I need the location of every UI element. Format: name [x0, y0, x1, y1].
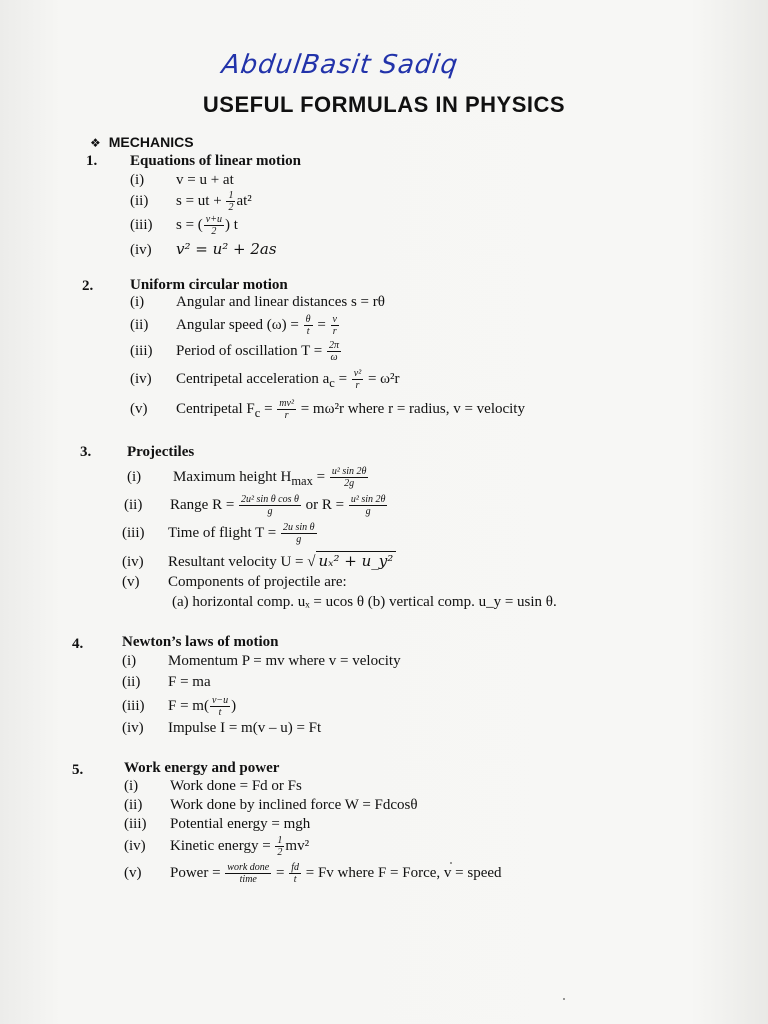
numerator: 1: [277, 835, 283, 846]
roman-numeral: (i): [127, 468, 142, 485]
denominator: t: [218, 707, 222, 718]
formula-row: [130, 294, 385, 311]
formula-text: Time of flight T =: [168, 524, 280, 541]
denominator: time: [239, 874, 257, 885]
numerator: 2π: [328, 340, 339, 351]
fraction: [204, 214, 224, 237]
formula-text: Power =: [170, 864, 225, 881]
roman-numeral: (ii): [130, 316, 149, 333]
formula-text: s = (: [176, 216, 203, 233]
numerator: 2u sin θ: [282, 522, 315, 533]
diamond-bullet-icon: ❖: [90, 136, 101, 150]
fraction: [327, 340, 341, 363]
formula-text: =: [334, 370, 351, 387]
formula-row: [122, 552, 396, 571]
roman-numeral: (i): [124, 778, 139, 794]
formula-text: Momentum P = mv where v = velocity: [168, 653, 401, 669]
roman-numeral: (v): [122, 574, 140, 590]
formula-text: Kinetic energy =: [170, 837, 275, 854]
fraction: [226, 190, 235, 213]
item-heading: Equations of linear motion: [130, 153, 301, 169]
formula-text: Potential energy = mgh: [170, 816, 311, 832]
fraction: [352, 368, 363, 391]
item-number: 5.: [72, 762, 84, 778]
numerator: u² sin 2θ: [331, 466, 367, 477]
denominator: 2: [228, 202, 234, 213]
formula-text: = ω²r: [364, 370, 400, 387]
subscript: c: [329, 375, 335, 390]
numerator: v−u: [211, 695, 229, 706]
formula-text: ) t: [224, 216, 238, 233]
denominator: 2: [277, 847, 283, 858]
formula-text: =: [272, 864, 289, 881]
fraction: [330, 466, 369, 489]
roman-numeral: (iv): [130, 242, 152, 258]
formula-row: [124, 835, 309, 858]
formula-row: [172, 594, 557, 611]
handwritten-signature: AbdulBasit Sadiq: [219, 50, 461, 80]
formula-row: [130, 172, 234, 189]
denominator: ω: [330, 352, 338, 363]
item-number: 3.: [80, 444, 92, 460]
item-number: 1.: [86, 153, 98, 169]
formula-text: ): [231, 697, 237, 714]
roman-numeral: (ii): [122, 674, 141, 690]
roman-numeral: (iv): [122, 720, 144, 736]
subscript: c: [254, 405, 261, 420]
item-heading: Projectiles: [127, 444, 195, 460]
numerator: 1: [228, 190, 234, 201]
roman-numeral: (ii): [130, 192, 149, 209]
formula-row: [124, 494, 388, 517]
fraction: [281, 522, 317, 545]
formula-text: v² = u² + 2as: [176, 240, 277, 258]
formula-text: Resultant velocity U = √: [168, 554, 316, 570]
fraction: [331, 314, 339, 337]
fraction: [277, 398, 296, 421]
formula-row: [122, 522, 318, 545]
roman-numeral: (iii): [130, 342, 153, 359]
numerator: 2u² sin θ cos θ: [241, 494, 299, 505]
roman-numeral: (iv): [124, 837, 146, 854]
item-heading: Newton’s laws of motion: [122, 634, 279, 650]
formula-text: F = ma: [168, 674, 211, 690]
formula-row: [122, 720, 321, 737]
formula-row: [130, 340, 342, 363]
formula-text: F = m(: [168, 697, 209, 714]
formula-text: Centripetal F: [176, 400, 255, 417]
formula-text: Components of projectile are:: [168, 574, 347, 590]
denominator: g: [267, 506, 273, 517]
formula-text: Work done = Fd or Fs: [170, 778, 302, 794]
roman-numeral: (i): [122, 653, 137, 669]
formula-row: [122, 695, 236, 718]
formula-text: mv²: [285, 837, 310, 854]
formula-row: [124, 797, 418, 814]
formula-row: [127, 466, 369, 489]
roman-numeral: (i): [130, 172, 145, 188]
formula-text: =: [260, 400, 277, 417]
formula-text: v = u + at: [176, 172, 234, 188]
formula-row: [130, 368, 400, 391]
denominator: r: [332, 326, 337, 337]
fraction: [225, 862, 271, 885]
formula-text: Angular speed (ω) =: [176, 316, 303, 333]
formula-row: [122, 674, 211, 691]
page-title: USEFUL FORMULAS IN PHYSICS: [202, 92, 566, 117]
item-number: 4.: [72, 636, 84, 652]
fraction: [275, 835, 284, 858]
formula-text: Centripetal acceleration a: [176, 370, 330, 387]
item-number: 2.: [82, 278, 94, 294]
formula-row: [130, 398, 525, 421]
denominator: t: [293, 874, 297, 885]
numerator: v²: [353, 368, 362, 379]
formula-text: Impulse I = m(v – u) = Ft: [168, 720, 322, 736]
formula-row: [124, 862, 502, 885]
denominator: t: [306, 326, 310, 337]
fraction: [304, 314, 313, 337]
speck: [450, 862, 452, 864]
formula-text: Period of oscillation T =: [176, 342, 326, 359]
denominator: 2: [211, 226, 217, 237]
numerator: u² sin 2θ: [350, 494, 386, 505]
item-heading: Uniform circular motion: [130, 277, 288, 293]
roman-numeral: (iii): [122, 697, 145, 714]
roman-numeral: (v): [124, 864, 142, 881]
item-heading: Work energy and power: [124, 760, 280, 776]
subscript: max: [291, 473, 313, 488]
speck: [563, 998, 565, 1000]
formula-row: [124, 816, 310, 833]
formula-text: at²: [236, 192, 252, 209]
numerator: work done: [227, 862, 270, 873]
formula-text: or R =: [301, 496, 348, 513]
formula-text: s = ut +: [176, 192, 226, 209]
formula-text: Work done by inclined force W = Fdcosθ: [170, 797, 418, 813]
numerator: θ: [305, 314, 311, 325]
formula-text: = mω²r where r = radius, v = velocity: [296, 400, 525, 417]
denominator: r: [355, 380, 360, 391]
fraction: [239, 494, 301, 517]
formula-row: [122, 653, 401, 670]
formula-row: [130, 190, 252, 213]
formula-row: [130, 314, 340, 337]
fraction: [289, 862, 301, 885]
denominator: r: [284, 410, 289, 421]
numerator: v+u: [205, 214, 222, 225]
square-root-radicand: uₓ² + u_y²: [316, 551, 397, 570]
formula-row: [124, 778, 302, 795]
roman-numeral: (v): [130, 400, 148, 417]
roman-numeral: (iv): [130, 370, 152, 387]
numerator: mv²: [279, 398, 294, 409]
numerator: fd: [291, 862, 299, 873]
formula-text: = Fv where F = Force, v = speed: [302, 864, 502, 881]
numerator: v: [332, 314, 337, 325]
formula-text: =: [313, 316, 330, 333]
roman-numeral: (iv): [122, 554, 144, 570]
formula-text: Maximum height H: [173, 468, 292, 485]
section-heading-text: MECHANICS: [108, 134, 194, 150]
fraction: [210, 695, 230, 718]
section-heading: [90, 134, 194, 150]
roman-numeral: (i): [130, 294, 145, 310]
roman-numeral: (iii): [130, 216, 153, 233]
roman-numeral: (iii): [124, 816, 147, 832]
denominator: g: [296, 534, 302, 545]
formula-text: =: [312, 468, 329, 485]
formula-text: (a) horizontal comp. uₓ = ucos θ (b) vertical comp. u_y = usin θ.: [172, 594, 557, 610]
formula-row: [130, 214, 238, 237]
formula-row: [130, 240, 277, 259]
formula-row: [122, 574, 347, 591]
formula-text: Angular and linear distances s = rθ: [176, 294, 385, 310]
denominator: 2g: [344, 478, 355, 489]
fraction: [349, 494, 388, 517]
roman-numeral: (ii): [124, 496, 143, 513]
roman-numeral: (ii): [124, 797, 143, 813]
formula-text: Range R =: [170, 496, 239, 513]
roman-numeral: (iii): [122, 524, 145, 541]
denominator: g: [365, 506, 371, 517]
